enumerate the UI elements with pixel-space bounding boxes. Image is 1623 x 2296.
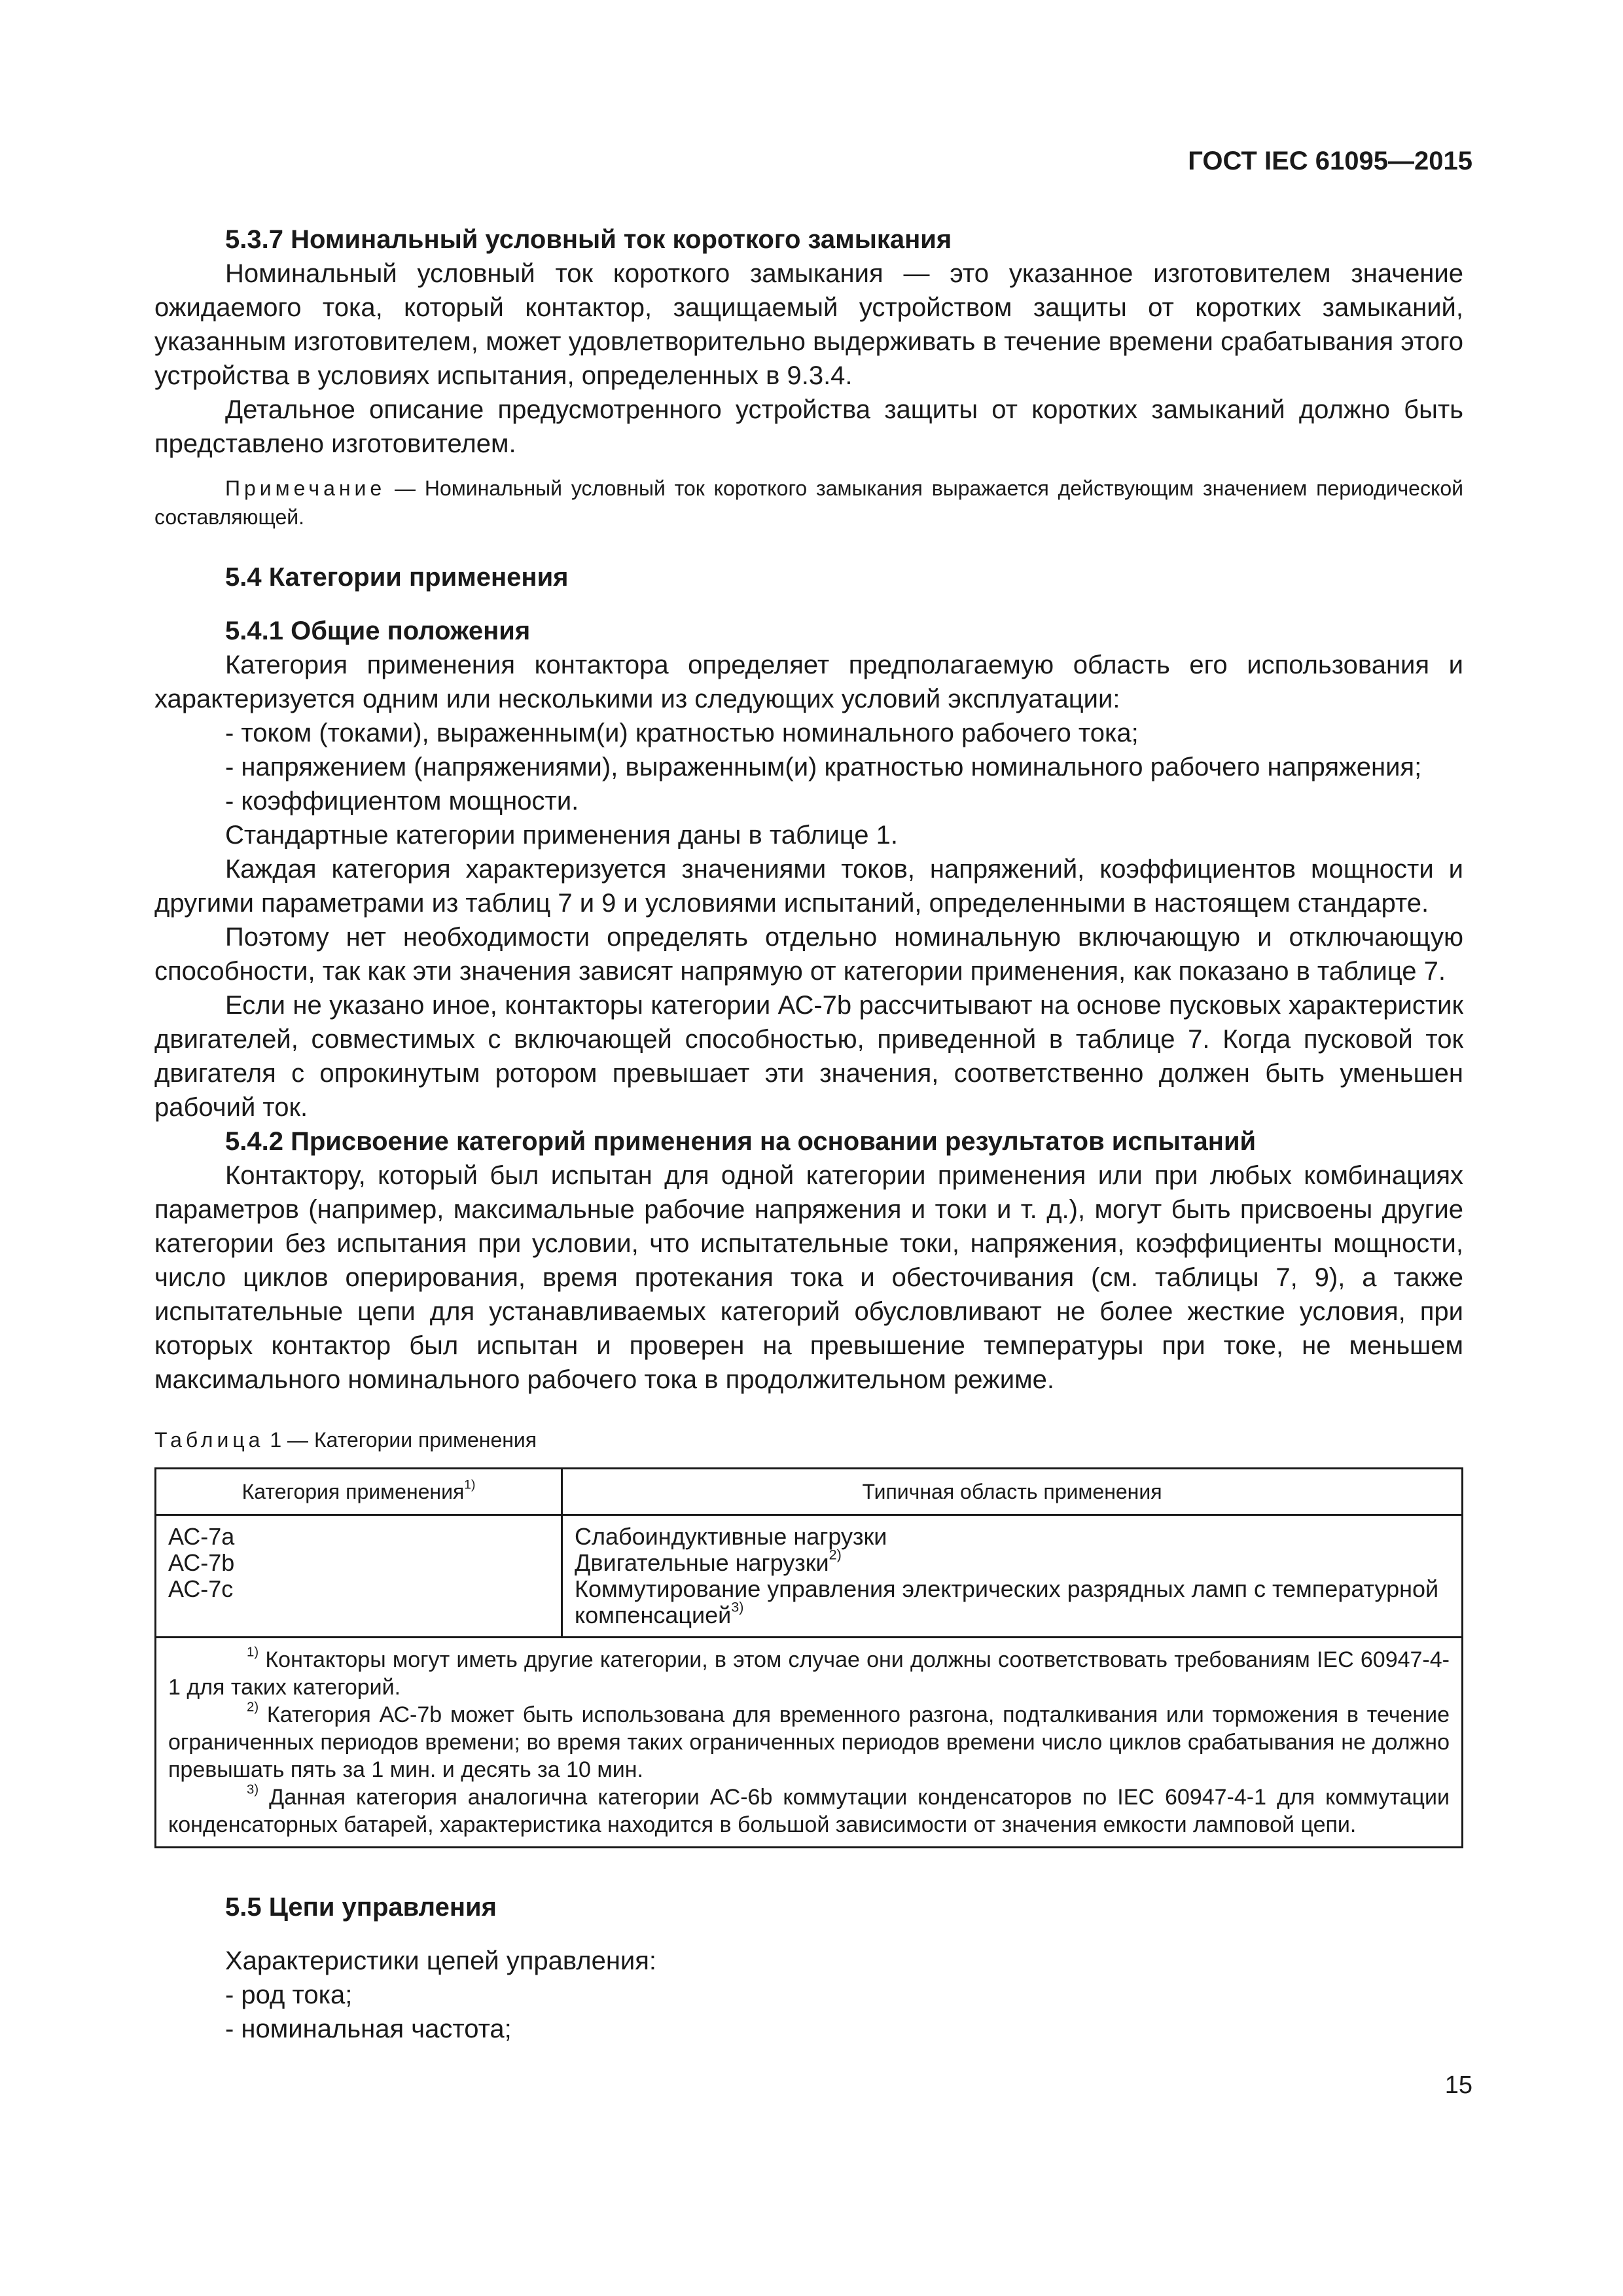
note [154,474,1463,531]
footnotes-cell [156,1638,1463,1848]
document-code: ГОСТ IEC 61095—2015 [1188,147,1472,175]
paragraph: Детальное описание предусмотренного устройства защиты от коротких замыканий должно быть представлено изготовителем. [154,395,1463,458]
list-item: - коэффициентом мощности. [225,787,579,816]
column-header-application: Типичная область применения [562,1469,1463,1515]
application-text: Двигательные нагрузки$^{2)}$ [575,1546,842,1576]
category-code: АС-7а [168,1523,235,1550]
application-categories-table [154,1467,1463,1848]
table-row [156,1515,1463,1638]
paragraph: Если не указано иное, контакторы категории АС-7b рассчитывают на основе пусковых характеристик двигателей, совместимых с включающей способностью, приведенной в таблице 7. Когда пусковой ток двигателя с опрокинутым ротором превышает эти значения, соответственно должен быть уменьшен рабочий ток. [154,991,1463,1122]
section-heading-5-4: 5.4 Категории применения [225,563,569,592]
page-number: 15 [1444,2072,1472,2099]
application-text: Коммутирование управления электрических разрядных ламп с температурной компенсацией$^{3)}$ [575,1575,1439,1628]
note-label: Примечание [225,476,386,500]
paragraph: Стандартные категории применения даны в таблице 1. [225,821,898,850]
table-caption-label: Таблица [154,1428,264,1452]
section-heading-5-5: 5.5 Цепи управления [225,1893,497,1922]
table-header-row [156,1469,1463,1515]
application-cell [562,1515,1463,1638]
list-item: - током (токами), выраженным(и) кратностью номинального рабочего тока; [225,719,1139,747]
section-heading-5-4-1: 5.4.1 Общие положения [225,617,531,645]
table-caption-text: 1 — Категории применения [264,1428,537,1452]
section-heading-5-3-7: 5.3.7 Номинальный условный ток короткого замыкания [225,225,952,254]
note-text: — Номинальный условный ток короткого замыкания выражается действующим значением периодической составляющей. [154,476,1463,529]
footnote-ref: 1) [464,1478,476,1492]
list-item: - напряжением (напряжениями), выраженным(и) кратностью номинального рабочего напряжения; [225,753,1422,781]
table-footnote: $^{1)}$ Контакторы могут иметь другие категории, в этом случае они должны соответствовать требованиям IEC 60947-4-1 для таких категорий. [168,1645,1450,1700]
footnote-ref: 2) [829,1546,842,1563]
section-heading-5-4-2: 5.4.2 Присвоение категорий применения на основании результатов испытаний [225,1127,1257,1156]
paragraph: Номинальный условный ток короткого замыкания — это указанное изготовителем значение ожидаемого тока, который контактор, защищаемый устройством защиты от коротких замыканий, указанным изготовителем, может удовлетворительно выдерживать в течение времени срабатывания этого устройства в условиях испытания, определенных в 9.3.4. [154,259,1463,390]
category-code: АС-7b [168,1549,235,1576]
paragraph: Характеристики цепей управления: [225,1946,657,1975]
list-item: - род тока; [225,1981,353,2009]
paragraph: Контактору, который был испытан для одной категории применения или при любых комбинациях параметров (например, максимальные рабочие напряжения и токи и т. д.), могут быть присвоены другие категории без испытания при условии, что испытательные токи, напряжения, коэффициенты мощности, число циклов оперирования, время протекания тока и обесточивания (см. таблицы 7, 9), а также испытательные цепи для устанавливаемых категорий обусловливают не более жесткие условия, при которых контактор был испытан и проверен на превышение температуры при токе, не меньшем максимального номинального рабочего тока в продолжительном режиме. [154,1161,1463,1394]
paragraph: Категория применения контактора определяет предполагаемую область его использования и характеризуется одним или несколькими из следующих условий эксплуатации: [154,651,1463,713]
page-content [154,223,1463,2046]
footnote-ref: 3) [731,1598,744,1615]
paragraph: Каждая категория характеризуется значениями токов, напряжений, коэффициентов мощности и другими параметрами из таблиц 7 и 9 и условиями испытаний, определенными в настоящем стандарте. [154,855,1463,918]
category-code: АС-7с [168,1575,234,1602]
table-footnote: $^{2)}$ Категория АС-7b может быть использована для временного разгона, подталкивания или торможения в течение ограниченных периодов времени; во время таких ограниченных периодов времени число циклов срабатывания не должно превышать пять за 1 мин. и десять за 10 мин. [168,1700,1450,1782]
table-caption [154,1426,1463,1454]
table-footnotes-row [156,1638,1463,1848]
category-cell [156,1515,562,1638]
list-item: - номинальная частота; [225,2015,512,2043]
application-text: Слабоиндуктивные нагрузки [575,1523,887,1550]
table-footnote: $^{3)}$ Данная категория аналогична категории АС-6b коммутации конденсаторов по IEC 60947-4-1 для коммутации конденсаторных батарей, характеристика находится в большой зависимости от значения емкости ламповой цепи. [168,1782,1450,1837]
paragraph: Поэтому нет необходимости определять отдельно номинальную включающую и отключающую способности, так как эти значения зависят напрямую от категории применения, как показано в таблице 7. [154,923,1463,986]
column-header-category: Категория применения$^{1)}$ [156,1469,562,1515]
